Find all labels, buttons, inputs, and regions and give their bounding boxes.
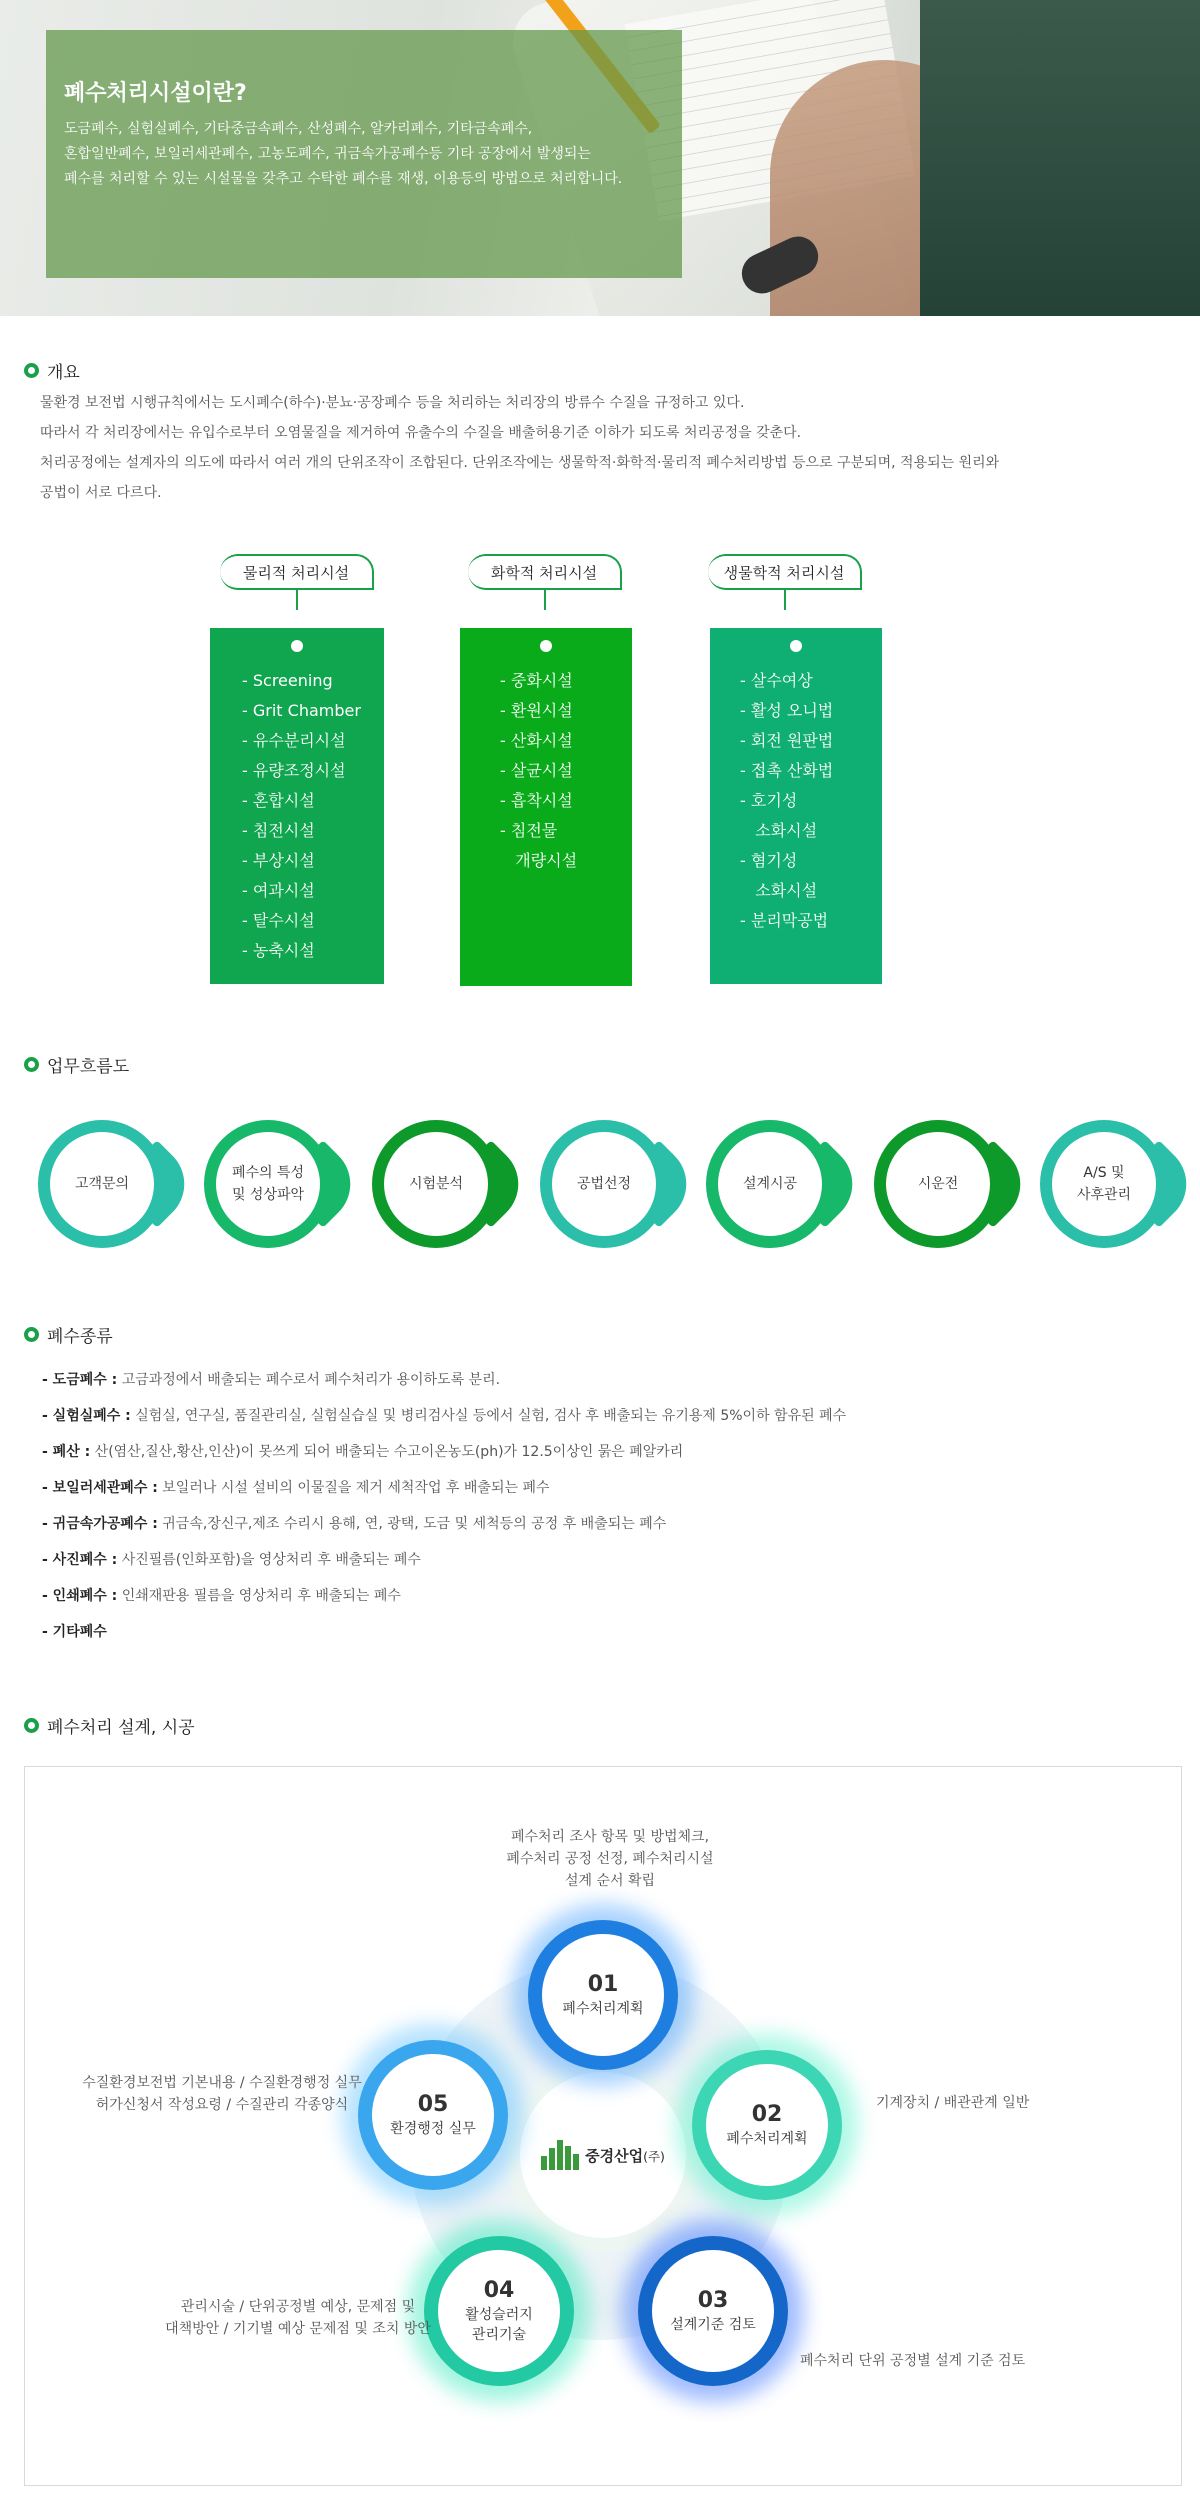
node-number: 02 (751, 2102, 783, 2127)
facility-item: - 활성 오니법 (740, 701, 834, 720)
node-label: 설계기준 검토 (670, 2317, 756, 2333)
design-heading (24, 1713, 195, 1738)
waste-type-item (42, 1434, 1162, 1470)
facility-item: - 혼합시설 (242, 791, 315, 810)
waste-type-item (42, 1398, 1162, 1434)
hero-description (64, 117, 664, 192)
waste-type-desc: 고금과정에서 배출되는 폐수로서 폐수처리가 용이하도록 분리. (117, 1372, 501, 1388)
step-circle (50, 1132, 154, 1236)
facility-item: - 살균시설 (500, 761, 573, 780)
pin-dot-icon (291, 640, 303, 652)
bullet-ring-icon (24, 1718, 39, 1733)
waste-types-heading (24, 1322, 113, 1347)
facility-item: - 중화시설 (500, 671, 573, 690)
hero-banner (0, 0, 1200, 316)
facility-item: - 여과시설 (242, 881, 315, 900)
step-label: A/S 및 사후관리 (1076, 1165, 1132, 1203)
step-label: 고객문의 (74, 1176, 130, 1192)
facility-item: - 부상시설 (242, 851, 315, 870)
facility-item: - 농축시설 (242, 941, 315, 960)
step-label: 시운전 (917, 1176, 959, 1192)
workflow-step (204, 1120, 354, 1248)
step-label: 설계시공 (742, 1176, 798, 1192)
step-circle (1052, 1132, 1156, 1236)
node-label: 활성슬러지 관리기술 (465, 2307, 533, 2343)
workflow-step (706, 1120, 856, 1248)
step-circle (384, 1132, 488, 1236)
design-heading-text: 폐수처리 설계, 시공 (47, 1718, 195, 1738)
facility-item: 소화시설 (740, 821, 818, 840)
facility-item: - Screening (242, 671, 333, 690)
company-logo-icon (541, 2140, 579, 2170)
facility-panel (210, 628, 384, 984)
node-label: 폐수처리계획 (726, 2131, 808, 2147)
waste-type-term: - 폐산 : (42, 1444, 91, 1460)
waste-type-term: - 사진폐수 : (42, 1552, 118, 1568)
facility-item: - 환원시설 (500, 701, 573, 720)
facility-panel (460, 628, 632, 986)
waste-type-item (42, 1542, 1162, 1578)
waste-type-item (42, 1470, 1162, 1506)
facility-item: - 흡착시설 (500, 791, 573, 810)
workflow-heading-text: 업무흐름도 (47, 1057, 130, 1077)
step-circle (216, 1132, 320, 1236)
bullet-ring-icon (24, 363, 39, 378)
company-name-suffix: (주) (643, 2148, 665, 2164)
node-number: 01 (587, 1972, 619, 1997)
waste-type-term: - 귀금속가공폐수 : (42, 1516, 158, 1532)
pin-dot-icon (540, 640, 552, 652)
node-label: 폐수처리계획 (562, 2001, 644, 2017)
hero-desc-line: 도금폐수, 실험실폐수, 기타중금속폐수, 산성폐수, 알카리폐수, 기타금속폐수, (64, 121, 533, 137)
note-step-03: 폐수처리 단위 공정별 설계 기준 검토 (800, 2353, 1026, 2369)
waste-types-list (42, 1362, 1162, 1650)
hero-text-box (46, 30, 682, 278)
hero-desc-line: 혼합일반폐수, 보일러세관폐수, 고농도폐수, 귀금속가공폐수등 기타 공장에서 발생되는 (64, 146, 591, 162)
waste-types-heading-text: 폐수종류 (47, 1327, 113, 1347)
facility-item: - 접촉 산화법 (740, 761, 834, 780)
waste-type-desc: 실험실, 연구실, 품질관리실, 실험실습실 및 병리검사실 등에서 실험, 검사 후 배출되는 유기용제 5%이하 함유된 폐수 (130, 1408, 847, 1424)
facility-item: 소화시설 (740, 881, 818, 900)
overview-line: 물환경 보전법 시행규칙에서는 도시폐수(하수)·분뇨·공장폐수 등을 처리하는 처리장의 방류수 수질을 규정하고 있다. (40, 395, 745, 411)
bullet-ring-icon (24, 1057, 39, 1072)
company-logo-circle (520, 2072, 686, 2238)
overview-heading-text: 개요 (47, 363, 80, 383)
node-circle (542, 1934, 664, 2056)
facility-panel (710, 628, 882, 984)
step-circle (886, 1132, 990, 1236)
note-step-02: 기계장치 / 배관관계 일반 (876, 2095, 1030, 2111)
step-label: 공법선정 (576, 1176, 632, 1192)
step-label: 시험분석 (408, 1176, 464, 1192)
facility-item: - 호기성 (740, 791, 798, 810)
facility-item: - 유량조정시설 (242, 761, 346, 780)
waste-type-desc: 산(염산,질산,황산,인산)이 못쓰게 되어 배출되는 수고이온농도(ph)가 12.5이상인 묽은 폐알카리 (90, 1444, 684, 1460)
node-circle (652, 2250, 774, 2372)
facility-item: - 탈수시설 (242, 911, 315, 930)
waste-type-item (42, 1578, 1162, 1614)
facility-item: - 회전 원판법 (740, 731, 834, 750)
workflow-step (1040, 1120, 1190, 1248)
design-step-node (528, 1920, 678, 2070)
workflow-step (540, 1120, 690, 1248)
waste-type-term: - 도금폐수 : (42, 1372, 118, 1388)
overview-line: 공법이 서로 다르다. (40, 485, 162, 501)
design-step-node (692, 2050, 842, 2200)
bullet-ring-icon (24, 1327, 39, 1342)
waste-type-desc: 귀금속,장신구,제조 수리시 용해, 연, 광택, 도금 및 세척등의 공정 후 배출되는 폐수 (157, 1516, 667, 1532)
note-step-05: 수질환경보전법 기본내용 / 수질환경행정 실무 허가신청서 작성요령 / 수질관리 각종양식 (82, 2075, 362, 2113)
hero-photo-background (920, 0, 1200, 316)
step-label: 폐수의 특성 및 성상파악 (231, 1165, 305, 1203)
facility-list (460, 666, 632, 876)
pin-dot-icon (790, 640, 802, 652)
waste-type-item (42, 1614, 1162, 1650)
waste-type-term: - 기타폐수 (42, 1624, 107, 1640)
facility-title: 생물학적 처리시설 (708, 554, 862, 590)
node-circle (372, 2054, 494, 2176)
hero-desc-line: 폐수를 처리할 수 있는 시설물을 갖추고 수탁한 폐수를 재생, 이용등의 방법으로 처리합니다. (64, 171, 623, 187)
facility-item: - 살수여상 (740, 671, 813, 690)
note-step-04: 관리시술 / 단위공정별 예상, 문제점 및 대책방안 / 기기별 예상 문제점 및 조치 방안 (165, 2299, 431, 2337)
facility-item: - 분리막공법 (740, 911, 829, 930)
overview-line: 처리공정에는 설계자의 의도에 따라서 여러 개의 단위조작이 조합된다. 단위조작에는 생물학적·화학적·물리적 폐수처리방법 등으로 구분되며, 적용되는 원리와 (40, 455, 1000, 471)
step-circle (552, 1132, 656, 1236)
workflow-heading (24, 1052, 129, 1077)
waste-type-desc: 인쇄재판용 필름을 영상처리 후 배출되는 폐수 (117, 1588, 401, 1604)
workflow-step (38, 1120, 188, 1248)
overview-text (40, 388, 1150, 508)
workflow-step (372, 1120, 522, 1248)
node-circle (706, 2064, 828, 2186)
waste-type-desc: 사진필름(인화포함)을 영상처리 후 배출되는 폐수 (117, 1552, 421, 1568)
step-circle (718, 1132, 822, 1236)
facility-item: - 혐기성 (740, 851, 798, 870)
node-label: 환경행정 실무 (390, 2121, 476, 2137)
company-name (585, 2145, 665, 2166)
facility-title: 화학적 처리시설 (468, 554, 622, 590)
facility-item: - 침전시설 (242, 821, 315, 840)
node-number: 03 (697, 2288, 729, 2313)
node-number: 04 (483, 2278, 515, 2303)
waste-type-term: - 보일러세관폐수 : (42, 1480, 158, 1496)
facility-list (210, 666, 384, 966)
note-step-01: 폐수처리 조사 항목 및 방법체크, 폐수처리 공정 선정, 폐수처리시설 설계 순서 확립 (506, 1829, 714, 1889)
facility-item: - 유수분리시설 (242, 731, 346, 750)
facility-item: - Grit Chamber (242, 701, 361, 720)
facility-item: - 산화시설 (500, 731, 573, 750)
waste-type-item (42, 1362, 1162, 1398)
overview-heading (24, 358, 80, 383)
facility-title: 물리적 처리시설 (220, 554, 374, 590)
node-number: 05 (417, 2092, 449, 2117)
design-step-node (638, 2236, 788, 2386)
overview-line: 따라서 각 처리장에서는 유입수로부터 오염물질을 제거하여 유출수의 수질을 배출허용기준 이하가 되도록 처리공정을 갖춘다. (40, 425, 802, 441)
facility-item: 개량시설 (500, 851, 578, 870)
waste-type-desc: 보일러나 시설 설비의 이물질을 제거 세척작업 후 배출되는 폐수 (157, 1480, 550, 1496)
facility-list (710, 666, 882, 936)
waste-type-item (42, 1506, 1162, 1542)
workflow-step (874, 1120, 1024, 1248)
company-name-text: 중경산업 (585, 2146, 644, 2165)
waste-type-term: - 인쇄폐수 : (42, 1588, 118, 1604)
hero-title: 폐수처리시설이란? (64, 81, 247, 106)
facility-item: - 침전물 (500, 821, 558, 840)
waste-type-term: - 실험실폐수 : (42, 1408, 131, 1424)
